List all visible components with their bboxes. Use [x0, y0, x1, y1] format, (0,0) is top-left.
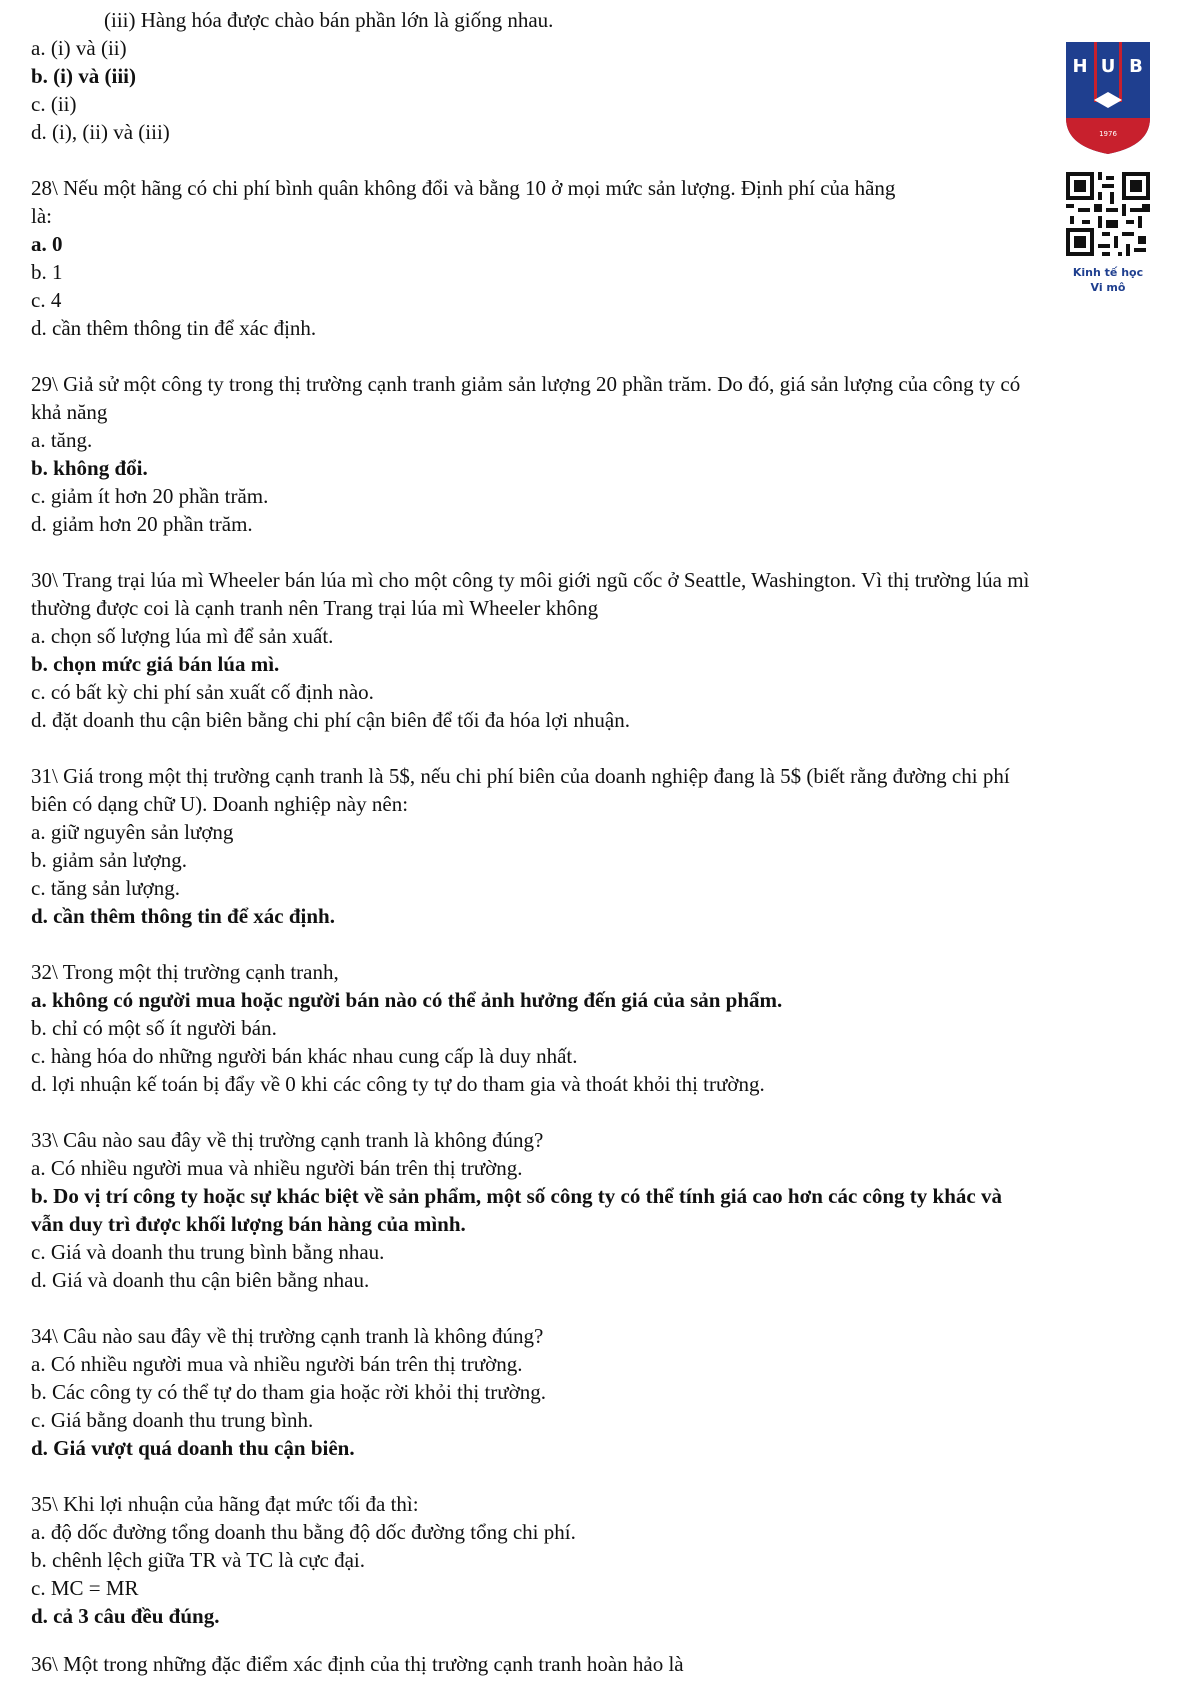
q34-option-d: d. Giá vượt quá doanh thu cận biên. [31, 1436, 355, 1460]
logo-divider-2 [1119, 42, 1122, 102]
q33-option-c: c. Giá và doanh thu trung bình bằng nhau. [31, 1240, 385, 1264]
q31-option-d: d. cần thêm thông tin để xác định. [31, 904, 335, 928]
q33-question: 33\ Câu nào sau đây về thị trường cạnh tranh là không đúng? [31, 1128, 544, 1152]
q34-question: 34\ Câu nào sau đây về thị trường cạnh tranh là không đúng? [31, 1324, 544, 1348]
q27-option-b: b. (i) và (iii) [31, 64, 136, 88]
q31-option-b: b. giảm sản lượng. [31, 848, 188, 872]
q33-option-b-cont: vẫn duy trì được khối lượng bán hàng của mình. [31, 1212, 466, 1236]
q33-option-b: b. Do vị trí công ty hoặc sự khác biệt về sản phẩm, một số công ty có thể tính giá cao hơn các công ty khác và [31, 1184, 1002, 1208]
q28-option-c: c. 4 [31, 288, 62, 312]
q30-question-cont: thường được coi là cạnh tranh nên Trang trại lúa mì Wheeler không [31, 596, 599, 620]
q33-option-a: a. Có nhiều người mua và nhiều người bán trên thị trường. [31, 1156, 523, 1180]
q34-option-b: b. Các công ty có thể tự do tham gia hoặc rời khỏi thị trường. [31, 1380, 547, 1404]
q30-option-a: a. chọn số lượng lúa mì để sản xuất. [31, 624, 334, 648]
logo-letter-u: U [1100, 56, 1116, 77]
q28-option-d: d. cần thêm thông tin để xác định. [31, 316, 317, 340]
q31-question-cont: biên có dạng chữ U). Doanh nghiệp này nên: [31, 792, 409, 816]
logo-year: 1976 [1099, 130, 1117, 138]
q29-question: 29\ Giả sử một công ty trong thị trường cạnh tranh giảm sản lượng 20 phần trăm. Do đó, giá sản lượng của công ty có [31, 372, 1021, 396]
q31-question: 31\ Giá trong một thị trường cạnh tranh là 5$, nếu chi phí biên của doanh nghiệp đang là 5$ (biết rằng đường chi phí [31, 764, 1010, 788]
q27-option-a: a. (i) và (ii) [31, 36, 127, 60]
q28-option-a: a. 0 [31, 232, 63, 256]
q28-question-cont: là: [31, 204, 52, 228]
logo-letter-b: B [1129, 56, 1143, 77]
q28-question: 28\ Nếu một hãng có chi phí bình quân không đổi và bằng 10 ở mọi mức sản lượng. Định phí của hãng [31, 176, 896, 200]
q32-question: 32\ Trong một thị trường cạnh tranh, [31, 960, 339, 984]
q32-option-c: c. hàng hóa do những người bán khác nhau cung cấp là duy nhất. [31, 1044, 578, 1068]
q31-option-a: a. giữ nguyên sản lượng [31, 820, 234, 844]
q33-option-d: d. Giá và doanh thu cận biên bằng nhau. [31, 1268, 370, 1292]
q34-option-c: c. Giá bằng doanh thu trung bình. [31, 1408, 314, 1432]
q32-option-a: a. không có người mua hoặc người bán nào có thể ảnh hưởng đến giá của sản phẩm. [31, 988, 783, 1012]
q35-option-a: a. độ dốc đường tổng doanh thu bằng độ dốc đường tổng chi phí. [31, 1520, 576, 1544]
q29-option-c: c. giảm ít hơn 20 phần trăm. [31, 484, 269, 508]
q30-question: 30\ Trang trại lúa mì Wheeler bán lúa mì cho một công ty môi giới ngũ cốc ở Seattle, Washington. Vì thị trường lúa mì [31, 568, 1030, 592]
q29-option-a: a. tăng. [31, 428, 93, 452]
q35-option-c: c. MC = MR [31, 1576, 139, 1600]
q34-option-a: a. Có nhiều người mua và nhiều người bán trên thị trường. [31, 1352, 523, 1376]
subject-line-1: Kinh tế học [1072, 266, 1144, 279]
logo-letter-h: H [1072, 56, 1088, 77]
q29-question-cont: khả năng [31, 400, 108, 424]
q27-option-c: c. (ii) [31, 92, 77, 116]
statement-iii: (iii) Hàng hóa được chào bán phần lớn là giống nhau. [104, 8, 554, 32]
q30-option-b: b. chọn mức giá bán lúa mì. [31, 652, 280, 676]
q35-option-d: d. cả 3 câu đều đúng. [31, 1604, 220, 1628]
q29-option-b: b. không đổi. [31, 456, 148, 480]
q35-option-b: b. chênh lệch giữa TR và TC là cực đại. [31, 1548, 365, 1572]
subject-line-2: Vi mô [1090, 281, 1126, 294]
logo-divider-1 [1094, 42, 1097, 102]
q29-option-d: d. giảm hơn 20 phần trăm. [31, 512, 253, 536]
q32-option-d: d. lợi nhuận kế toán bị đẩy về 0 khi các công ty tự do tham gia và thoát khỏi thị trường. [31, 1072, 765, 1096]
q36-question: 36\ Một trong những đặc điểm xác định của thị trường cạnh tranh hoàn hảo là [31, 1652, 684, 1676]
q27-option-d: d. (i), (ii) và (iii) [31, 120, 170, 144]
q35-question: 35\ Khi lợi nhuận của hãng đạt mức tối đa thì: [31, 1492, 419, 1516]
q30-option-c: c. có bất kỳ chi phí sản xuất cố định nào. [31, 680, 374, 704]
q28-option-b: b. 1 [31, 260, 63, 284]
q30-option-d: d. đặt doanh thu cận biên bằng chi phí cận biên để tối đa hóa lợi nhuận. [31, 708, 630, 732]
qr-code [1066, 172, 1150, 256]
q31-option-c: c. tăng sản lượng. [31, 876, 181, 900]
q32-option-b: b. chỉ có một số ít người bán. [31, 1016, 277, 1040]
hub-logo [1060, 38, 1156, 156]
